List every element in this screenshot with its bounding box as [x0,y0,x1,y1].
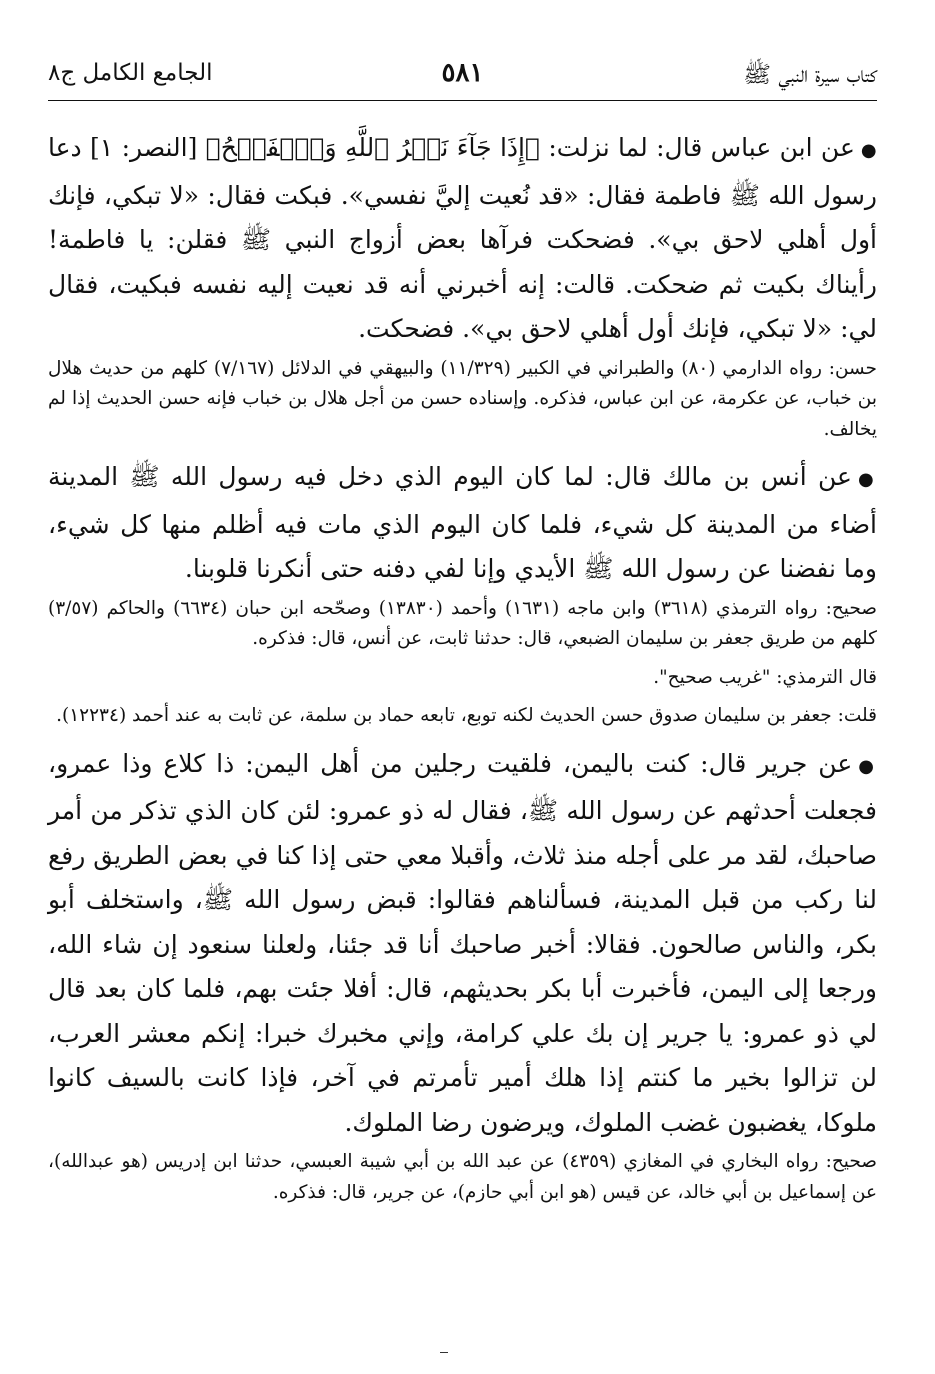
bullet-icon: ● [857,469,877,490]
takhrij-note: صحيح: رواه الترمذي (٣٦١٨) وابن ماجه (١٦٣١) وأحمد (١٣٨٣٠) وصحّحه ابن حبان (٦٦٣٤) والحاكم (٣/٥٧) كلهم من طريق جعفر بن سليمان الضبعي، قال: حدثنا ثابت، عن أنس، قال: فذكره. [48,597,877,649]
takhrij-note: قال الترمذي: "غريب صحيح". [653,666,877,688]
volume-label: الجامع الكامل ج٨ [48,60,213,86]
hadith-text [48,126,877,352]
takhrij-note: قلت: جعفر بن سليمان صدوق حسن الحديث لكنه توبع، تابعه حماد بن سلمة، عن ثابت به عند أحمد (١٢٢٣٤). [56,705,877,726]
bullet-icon: ● [860,140,877,161]
page-content [48,126,877,1216]
hadith-body: عن جرير قال: كنت باليمن، فلقيت رجلين من أهل اليمن: ذا كلاع وذا عمرو، فجعلت أحدثهم عن رسول الله ﷺ، فقال له ذو عمرو: لئن كان الذي تذكر من أمر صاحبك، لقد مر على أجله منذ ثلاث، وأقبلا معي حتى إذا كنا في بعض الطريق رفع لنا ركب من قبل المدينة، فسألناهم فقالوا: قبض رسول الله ﷺ، واستخلف أبو بكر، والناس صالحون. فقالا: أخبر صاحبك أنا قد جئنا، ولعلنا سنعود إن شاء الله، ورجعا إلى اليمن، فأخبرت أبا بكر بحديثهم، قال: أفلا جئت بهم، فلما كان بعد قال لي ذو عمرو: يا جرير إن بك علي كرامة، وإني مخبرك خبرا: إنكم معشر العرب، لن تزالوا بخير ما كنتم إذا هلك أمير تأمرتم في آخر، فإذا كانت بالسيف كانوا ملوكا، يغضبون غضب الملوك، ويرضون رضا الملوك. [48,748,877,1137]
header-rule [48,100,877,101]
page-header [48,58,877,98]
hadith-text [48,742,877,1146]
bullet-icon: ● [858,755,877,777]
hadith-body: عن ابن عباس قال: لما نزلت: ﴿إِذَا جَآءَ نَصۡرُ ٱللَّهِ وَٱلۡفَتۡحُ﴾ [النصر: ١] دعا رسول الله ﷺ فاطمة فقال: «قد نُعيت إليَّ نفسي». فبكت فقال: «لا تبكي، فإنك أول أهلي لاحق بي». فضحكت فرآها بعض أزواج النبي ﷺ فقلن: يا فاطمة! رأيناك بكيت ثم ضحكت. قالت: إنه أخبرني أنه قد نعيت إليه نفسه فبكيت، فقال لي: «لا تبكي، فإنك أول أهلي لاحق بي». فضحكت. [48,133,877,343]
takhrij-note: حسن: رواه الدارمي (٨٠) والطبراني في الكبير (١١/٣٢٩) والبيهقي في الدلائل (٧/١٦٧) كلهم من حديث هلال بن خباب، عن عكرمة، عن ابن عباس، فذكره. وإسناده حسن من أجل هلال بن خباب فإنه حسن الحديث إذا لم يخالف. [48,357,877,440]
hadith-body: عن أنس بن مالك قال: لما كان اليوم الذي دخل فيه رسول الله ﷺ المدينة أضاء من المدينة كل شيء، فلما كان اليوم الذي مات فيه أظلم منها كل شيء، وما نفضنا عن رسول الله ﷺ الأيدي وإنا لفي دفنه حتى أنكرنا قلوبنا. [48,462,878,583]
hadith-text [48,455,877,592]
takhrij-note: صحيح: رواه البخاري في المغازي (٤٣٥٩) عن عبد الله بن أبي شيبة العبسي، حدثنا ابن إدريس (هو عبدالله)، عن إسماعيل بن أبي خالد، عن قيس (هو ابن أبي حازم)، عن جرير، قال: فذكره. [48,1151,877,1203]
footer-mark [440,1352,448,1353]
page-number: ٥٨١ [441,58,484,88]
book-title: كتاب سيرة النبي ﷺ [743,62,877,88]
